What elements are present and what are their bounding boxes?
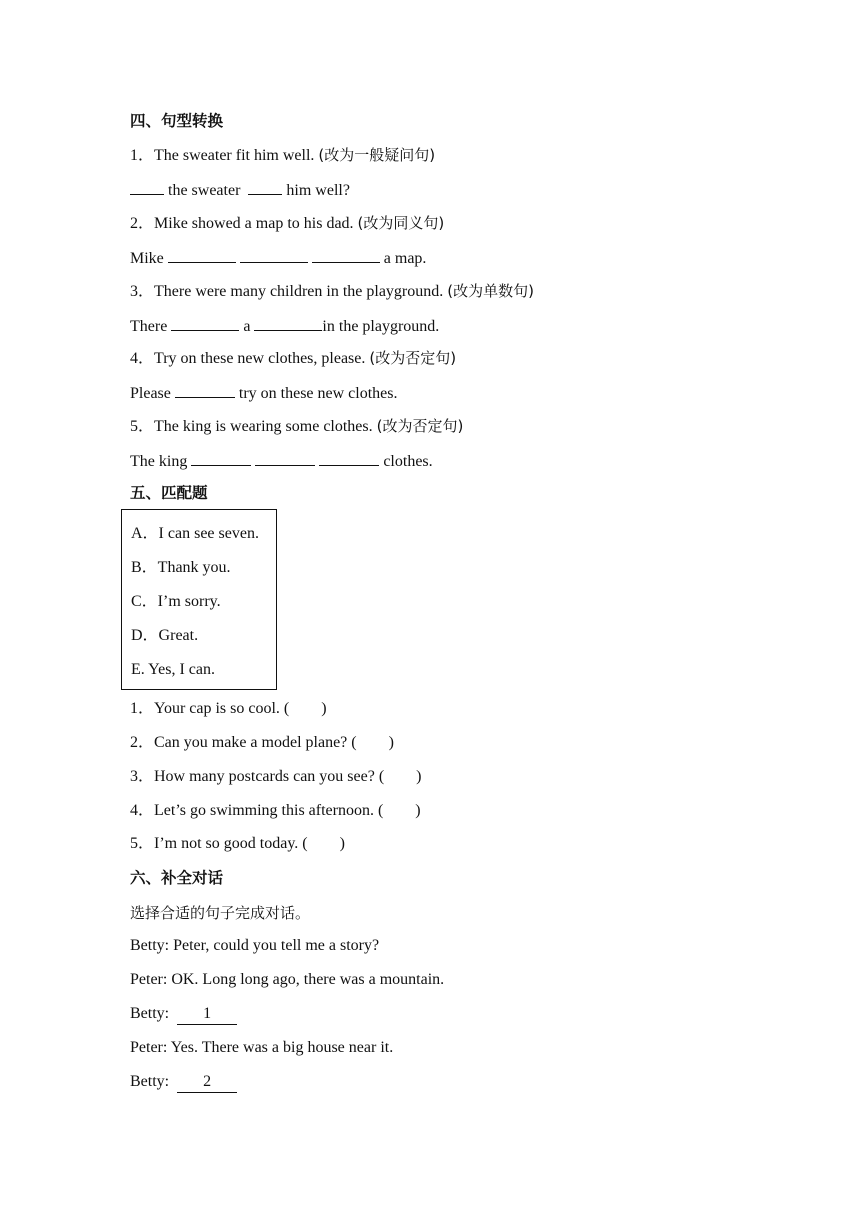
question-text: The sweater fit him well. xyxy=(154,147,319,164)
question-text: Mike showed a map to his dad. xyxy=(154,215,358,232)
question-number: 5． xyxy=(130,418,155,435)
question-instruction: (改为同义句) xyxy=(357,214,445,232)
question-number: 3． xyxy=(130,283,155,300)
question-number: 4． xyxy=(130,350,155,367)
question-number: 1． xyxy=(130,147,155,164)
answer-text: a xyxy=(239,318,255,335)
match-question-1: 1．Your cap is so cool. ( ) xyxy=(130,700,327,717)
section-4-title: 四、句型转换 xyxy=(130,112,224,130)
dialogue-blank-line-2 xyxy=(130,1072,237,1093)
answer-line-1 xyxy=(130,179,350,201)
question-number: 2． xyxy=(130,215,155,232)
match-question-4: 4．Let’s go swimming this afternoon. ( ) xyxy=(130,802,421,819)
match-question-2: 2．Can you make a model plane? ( ) xyxy=(130,734,394,751)
speaker: Betty: xyxy=(130,1073,174,1090)
options-box xyxy=(121,509,277,690)
answer-text: The king xyxy=(130,453,192,470)
dialogue-blank-line-1 xyxy=(130,1004,237,1025)
question-text: Try on these new clothes, please. xyxy=(154,350,370,367)
answer-blank[interactable] xyxy=(248,179,282,195)
question-5 xyxy=(130,416,463,437)
answer-text: the sweater xyxy=(164,182,245,199)
answer-blank[interactable] xyxy=(168,247,236,263)
answer-line-3 xyxy=(130,315,439,337)
answer-line-5 xyxy=(130,450,433,472)
answer-blank[interactable] xyxy=(255,450,315,466)
question-instruction: (改为否定句) xyxy=(376,417,464,435)
answer-text: There xyxy=(130,318,172,335)
option-c: C．I’m sorry. xyxy=(131,593,221,610)
match-question-5: 5．I’m not so good today. ( ) xyxy=(130,835,345,852)
answer-blank[interactable] xyxy=(191,450,251,466)
dialogue-line: Betty: Peter, could you tell me a story? xyxy=(130,937,380,954)
answer-blank[interactable] xyxy=(319,450,379,466)
match-question-3: 3．How many postcards can you see? ( ) xyxy=(130,768,422,785)
answer-text: a map. xyxy=(379,250,427,267)
answer-text: try on these new clothes. xyxy=(234,385,398,402)
question-1 xyxy=(130,145,435,166)
answer-blank[interactable] xyxy=(312,247,380,263)
answer-text: him well? xyxy=(282,182,350,199)
question-text: There were many children in the playground. xyxy=(154,283,448,300)
answer-blank[interactable] xyxy=(175,382,235,398)
answer-blank[interactable] xyxy=(240,247,308,263)
section-6-instruction: 选择合适的句子完成对话。 xyxy=(130,904,311,922)
option-a: A．I can see seven. xyxy=(131,525,259,542)
dialogue-line: Peter: Yes. There was a big house near it. xyxy=(130,1039,394,1056)
answer-blank[interactable] xyxy=(254,315,322,331)
option-b: B．Thank you. xyxy=(131,559,231,576)
answer-blank[interactable]: 1 xyxy=(177,1004,237,1025)
answer-blank[interactable] xyxy=(171,315,239,331)
answer-text: Please xyxy=(130,385,175,402)
answer-blank[interactable] xyxy=(130,179,164,195)
speaker: Betty: xyxy=(130,1005,174,1022)
option-e: E. Yes, I can. xyxy=(131,661,215,678)
answer-blank[interactable]: 2 xyxy=(177,1072,237,1093)
answer-line-4 xyxy=(130,382,398,404)
dialogue-line: Peter: OK. Long long ago, there was a mountain. xyxy=(130,971,445,988)
question-4 xyxy=(130,348,456,369)
answer-line-2 xyxy=(130,247,426,269)
question-3 xyxy=(130,281,534,302)
question-instruction: (改为否定句) xyxy=(369,349,457,367)
answer-text: Mike xyxy=(130,250,168,267)
question-text: The king is wearing some clothes. xyxy=(154,418,377,435)
question-2 xyxy=(130,213,444,234)
answer-text: clothes. xyxy=(379,453,433,470)
section-5-title: 五、匹配题 xyxy=(130,484,208,502)
question-instruction: (改为一般疑问句) xyxy=(318,146,436,164)
section-6-title: 六、补全对话 xyxy=(130,869,224,887)
option-d: D．Great. xyxy=(131,627,199,644)
answer-text: in the playground. xyxy=(322,318,440,335)
question-instruction: (改为单数句) xyxy=(447,282,534,300)
